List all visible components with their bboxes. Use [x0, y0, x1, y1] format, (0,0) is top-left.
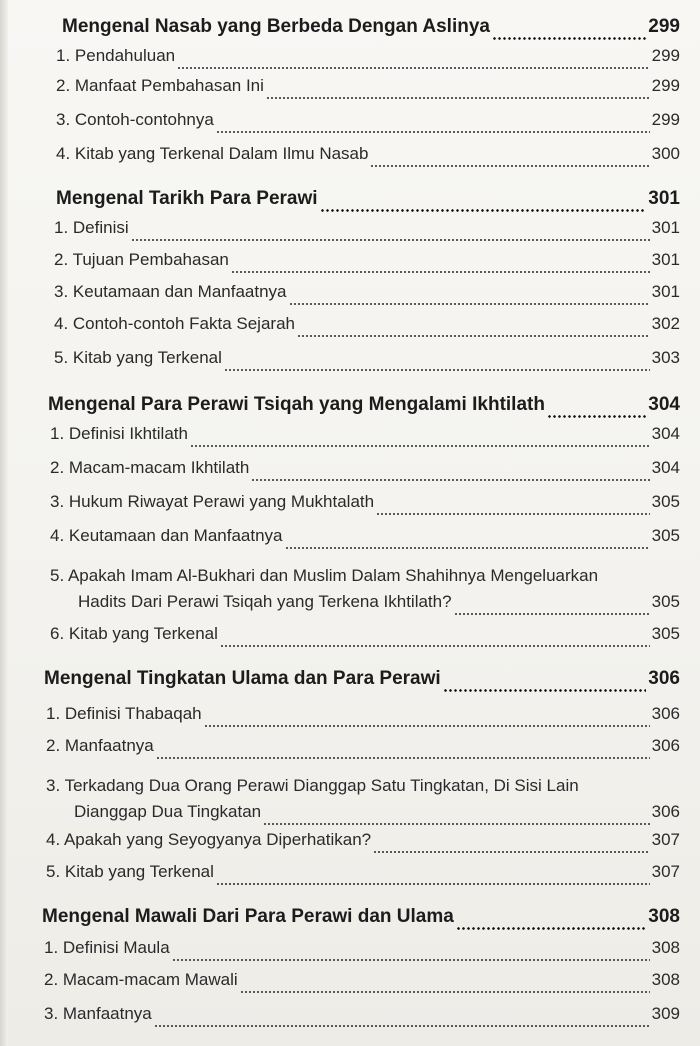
- dot-leader: [373, 851, 650, 853]
- dot-leader: [172, 959, 650, 961]
- toc-item-1-pendahuluan[interactable]: [56, 46, 680, 76]
- toc-item-4-kitab-yang-terkenal-dalam-ilmu-nasab[interactable]: [56, 144, 680, 174]
- dot-leader: [297, 335, 650, 337]
- toc-item-label: 1. Definisi Maula: [44, 938, 170, 957]
- dot-leader: [285, 547, 650, 549]
- dot-leader: [320, 209, 647, 212]
- toc-section-mengenal-mawali-dari-para-perawi-dan-ula[interactable]: [42, 906, 680, 936]
- toc-page-number: 309: [651, 1004, 680, 1023]
- dot-leader: [289, 303, 650, 305]
- toc-page-number: 306: [651, 802, 680, 821]
- toc-page-number: 302: [651, 314, 680, 333]
- toc-item-label: 2. Macam-macam Mawali: [44, 970, 238, 989]
- toc-page-number: 308: [648, 906, 680, 927]
- dot-leader: [156, 757, 650, 759]
- toc-item-label: 5. Kitab yang Terkenal: [54, 348, 222, 367]
- toc-page-number: 308: [651, 970, 680, 989]
- toc-item-3-contoh-contohnya[interactable]: [56, 110, 680, 140]
- toc-item-1-definisi-maula[interactable]: [44, 938, 680, 968]
- toc-page-number: 305: [651, 592, 680, 611]
- dot-leader: [251, 479, 649, 481]
- toc-section-mengenal-para-perawi-tsiqah-yang-mengala[interactable]: [48, 394, 680, 424]
- toc-item-3-manfaatnya[interactable]: [44, 1004, 680, 1034]
- toc-page-number: 303: [651, 348, 680, 367]
- toc-page-number: 304: [651, 424, 680, 443]
- toc-item-label: 3. Terkadang Dua Orang Perawi Dianggap Satu Tingkatan, Di Sisi Lain: [46, 776, 579, 795]
- toc-item-2-tujuan-pembahasan[interactable]: [54, 250, 680, 280]
- toc-item-label: 4. Apakah yang Seyogyanya Diperhatikan?: [46, 830, 372, 849]
- toc-item-5-kitab-yang-terkenal[interactable]: [54, 348, 680, 378]
- toc-item-4-apakah-yang-seyogyanya-diperhatikan[interactable]: [46, 830, 680, 860]
- toc-section-title: Mengenal Tingkatan Ulama dan Para Perawi: [44, 668, 441, 689]
- toc-page-number: 301: [651, 250, 680, 269]
- toc-item-label: 1. Definisi Ikhtilath: [50, 424, 188, 443]
- dot-leader: [266, 97, 650, 99]
- dot-leader: [190, 445, 650, 447]
- toc-page-number: 301: [648, 188, 680, 209]
- dot-leader: [456, 927, 646, 930]
- toc-item-label: 2. Manfaatnya: [46, 736, 154, 755]
- toc-item-3-terkadang-dua-orang-perawi-dianggap-sa[interactable]: [74, 802, 680, 832]
- toc-item-5-kitab-yang-terkenal[interactable]: [46, 862, 680, 892]
- toc-page-number: 307: [651, 862, 680, 881]
- toc-item-1-definisi-thabaqah[interactable]: [46, 704, 680, 734]
- toc-item-label: 3. Contoh-contohnya: [56, 110, 214, 129]
- page-edge-shadow: [0, 0, 8, 1046]
- toc-item-6-kitab-yang-terkenal[interactable]: [50, 624, 680, 654]
- dot-leader: [216, 131, 650, 133]
- toc-item-2-manfaatnya[interactable]: [46, 736, 680, 766]
- dot-leader: [376, 513, 650, 515]
- toc-page-number: 304: [648, 394, 680, 415]
- toc-page-number: 299: [651, 110, 680, 129]
- toc-page-number: 301: [651, 218, 680, 237]
- toc-section-mengenal-tingkatan-ulama-dan-para-perawi[interactable]: [44, 668, 680, 698]
- toc-item-2-manfaat-pembahasan-ini[interactable]: [56, 76, 680, 106]
- dot-leader: [240, 991, 650, 993]
- dot-leader: [131, 239, 650, 241]
- dot-leader: [154, 1025, 650, 1027]
- toc-item-label: 3. Hukum Riwayat Perawi yang Mukhtalath: [50, 492, 375, 511]
- toc-page-number: 305: [651, 624, 680, 643]
- toc-page-number: 299: [648, 16, 680, 37]
- dot-leader: [547, 415, 646, 418]
- toc-item-label: 4. Contoh-contoh Fakta Sejarah: [54, 314, 295, 333]
- toc-page-number: 299: [651, 46, 680, 65]
- toc-page-number: 301: [651, 282, 680, 301]
- toc-item-1-definisi-ikhtilath[interactable]: [50, 424, 680, 454]
- toc-page-number: 308: [651, 938, 680, 957]
- dot-leader: [263, 823, 649, 825]
- toc-item-label: 4. Kitab yang Terkenal Dalam Ilmu Nasab: [56, 144, 369, 163]
- toc-page-number: 306: [648, 668, 680, 689]
- toc-item-4-keutamaan-dan-manfaatnya[interactable]: [50, 526, 680, 556]
- toc-page-number: 307: [651, 830, 680, 849]
- dot-leader: [443, 689, 647, 692]
- dot-leader: [492, 37, 646, 40]
- toc-item-4-contoh-contoh-fakta-sejarah[interactable]: [54, 314, 680, 344]
- toc-item-label: 5. Kitab yang Terkenal: [46, 862, 214, 881]
- toc-page-number: 304: [651, 458, 680, 477]
- toc-item-label: 1. Pendahuluan: [56, 46, 176, 65]
- toc-item-label: 5. Apakah Imam Al-Bukhari dan Muslim Dalam Shahihnya Mengeluarkan: [50, 566, 599, 585]
- toc-page-number: 306: [651, 736, 680, 755]
- dot-leader: [224, 369, 650, 371]
- toc-item-label: 1. Definisi: [54, 218, 129, 237]
- toc-item-2-macam-macam-ikhtilath[interactable]: [50, 458, 680, 488]
- toc-section-title: Mengenal Mawali Dari Para Perawi dan Ulama: [42, 906, 454, 927]
- toc-section-mengenal-nasab-yang-berbeda-dengan-aslin[interactable]: [62, 16, 680, 46]
- toc-item-1-definisi[interactable]: [54, 218, 680, 248]
- toc-item-3-hukum-riwayat-perawi-yang-mukhtalath[interactable]: [50, 492, 680, 522]
- toc-section-mengenal-tarikh-para-perawi[interactable]: [56, 188, 680, 218]
- toc-item-3-keutamaan-dan-manfaatnya[interactable]: [54, 282, 680, 312]
- toc-section-title: Mengenal Para Perawi Tsiqah yang Mengalami Ikhtilath: [48, 394, 545, 415]
- dot-leader: [231, 271, 650, 273]
- toc-page-number: 305: [651, 492, 680, 511]
- toc-section-title: Mengenal Tarikh Para Perawi: [56, 188, 318, 209]
- dot-leader: [454, 613, 650, 615]
- dot-leader: [220, 645, 650, 647]
- dot-leader: [216, 883, 650, 885]
- toc-item-label: 1. Definisi Thabaqah: [46, 704, 202, 723]
- toc-page-number: 306: [651, 704, 680, 723]
- toc-item-label: 3. Manfaatnya: [44, 1004, 152, 1023]
- toc-page-number: 299: [651, 76, 680, 95]
- toc-item-label: 4. Keutamaan dan Manfaatnya: [50, 526, 283, 545]
- toc-item-label-continuation: Dianggap Dua Tingkatan: [74, 802, 262, 821]
- toc-page-number: 300: [651, 144, 680, 163]
- dot-leader: [177, 67, 650, 69]
- toc-item-label: 2. Tujuan Pembahasan: [54, 250, 229, 269]
- toc-item-label: 6. Kitab yang Terkenal: [50, 624, 218, 643]
- dot-leader: [370, 165, 649, 167]
- toc-item-label-continuation: Hadits Dari Perawi Tsiqah yang Terkena Ikhtilath?: [78, 592, 452, 611]
- toc-item-2-macam-macam-mawali[interactable]: [44, 970, 680, 1000]
- toc-item-label: 2. Manfaat Pembahasan Ini: [56, 76, 264, 95]
- toc-section-title: Mengenal Nasab yang Berbeda Dengan Aslinya: [62, 16, 490, 37]
- dot-leader: [204, 725, 650, 727]
- toc-item-label: 2. Macam-macam Ikhtilath: [50, 458, 250, 477]
- toc-page-number: 305: [651, 526, 680, 545]
- toc-item-5-apakah-imam-al-bukhari-dan-muslim-dala[interactable]: [78, 592, 680, 622]
- toc-item-label: 3. Keutamaan dan Manfaatnya: [54, 282, 287, 301]
